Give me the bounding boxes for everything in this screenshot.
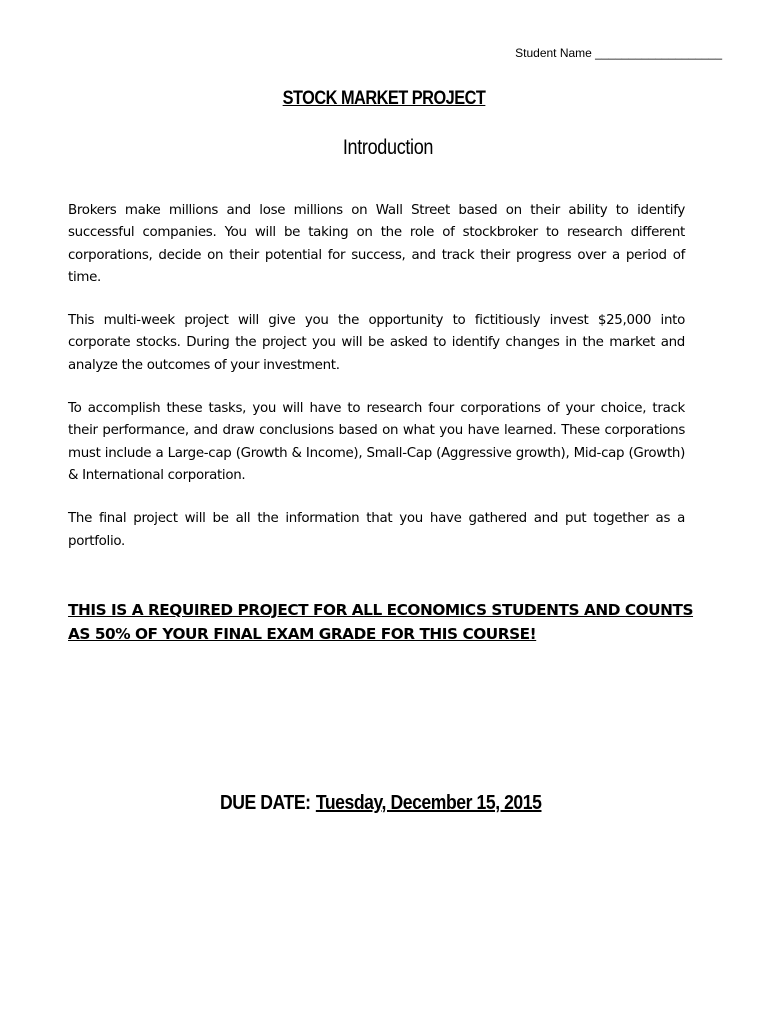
notice-line-2: AS 50% OF YOUR FINAL EXAM GRADE FOR THIS COURSE! bbox=[68, 625, 537, 643]
section-heading-introduction: Introduction bbox=[342, 136, 434, 159]
due-date-value: Tuesday, December 15, 2015 bbox=[315, 792, 542, 814]
due-date-label: DUE DATE: bbox=[220, 792, 311, 814]
due-date bbox=[220, 792, 541, 815]
required-project-notice bbox=[68, 598, 708, 646]
paragraph-final-project: The final project will be all the information that you have gathered and put together as a portfolio. bbox=[68, 511, 685, 549]
paragraph-multi-week: This multi-week project will give you the opportunity to fictitiously invest $25,000 into corporate stocks. During the project you will be asked to identify changes in the market and analyze the outcomes of your investment. bbox=[68, 313, 685, 373]
notice-line-1: THIS IS A REQUIRED PROJECT FOR ALL ECONOMICS STUDENTS AND COUNTS bbox=[68, 601, 694, 619]
paragraph-corporations: To accomplish these tasks, you will have to research four corporations of your choice, track their performance, and draw conclusions based on what you have learned. These corporations must include a Large-cap (Growth & Income), Small-Cap (Aggressive growth), Mid-cap (Growth) & International corporation. bbox=[68, 401, 685, 483]
document-title: STOCK MARKET PROJECT bbox=[282, 88, 486, 109]
student-name-field: Student Name ___________________ bbox=[515, 46, 722, 60]
introduction-body bbox=[68, 200, 685, 574]
paragraph-brokers: Brokers make millions and lose millions on Wall Street based on their ability to identify successful companies. You will be taking on the role of stockbroker to research different corporations, decide on their potential for success, and track their progress over a period of time. bbox=[68, 203, 685, 285]
